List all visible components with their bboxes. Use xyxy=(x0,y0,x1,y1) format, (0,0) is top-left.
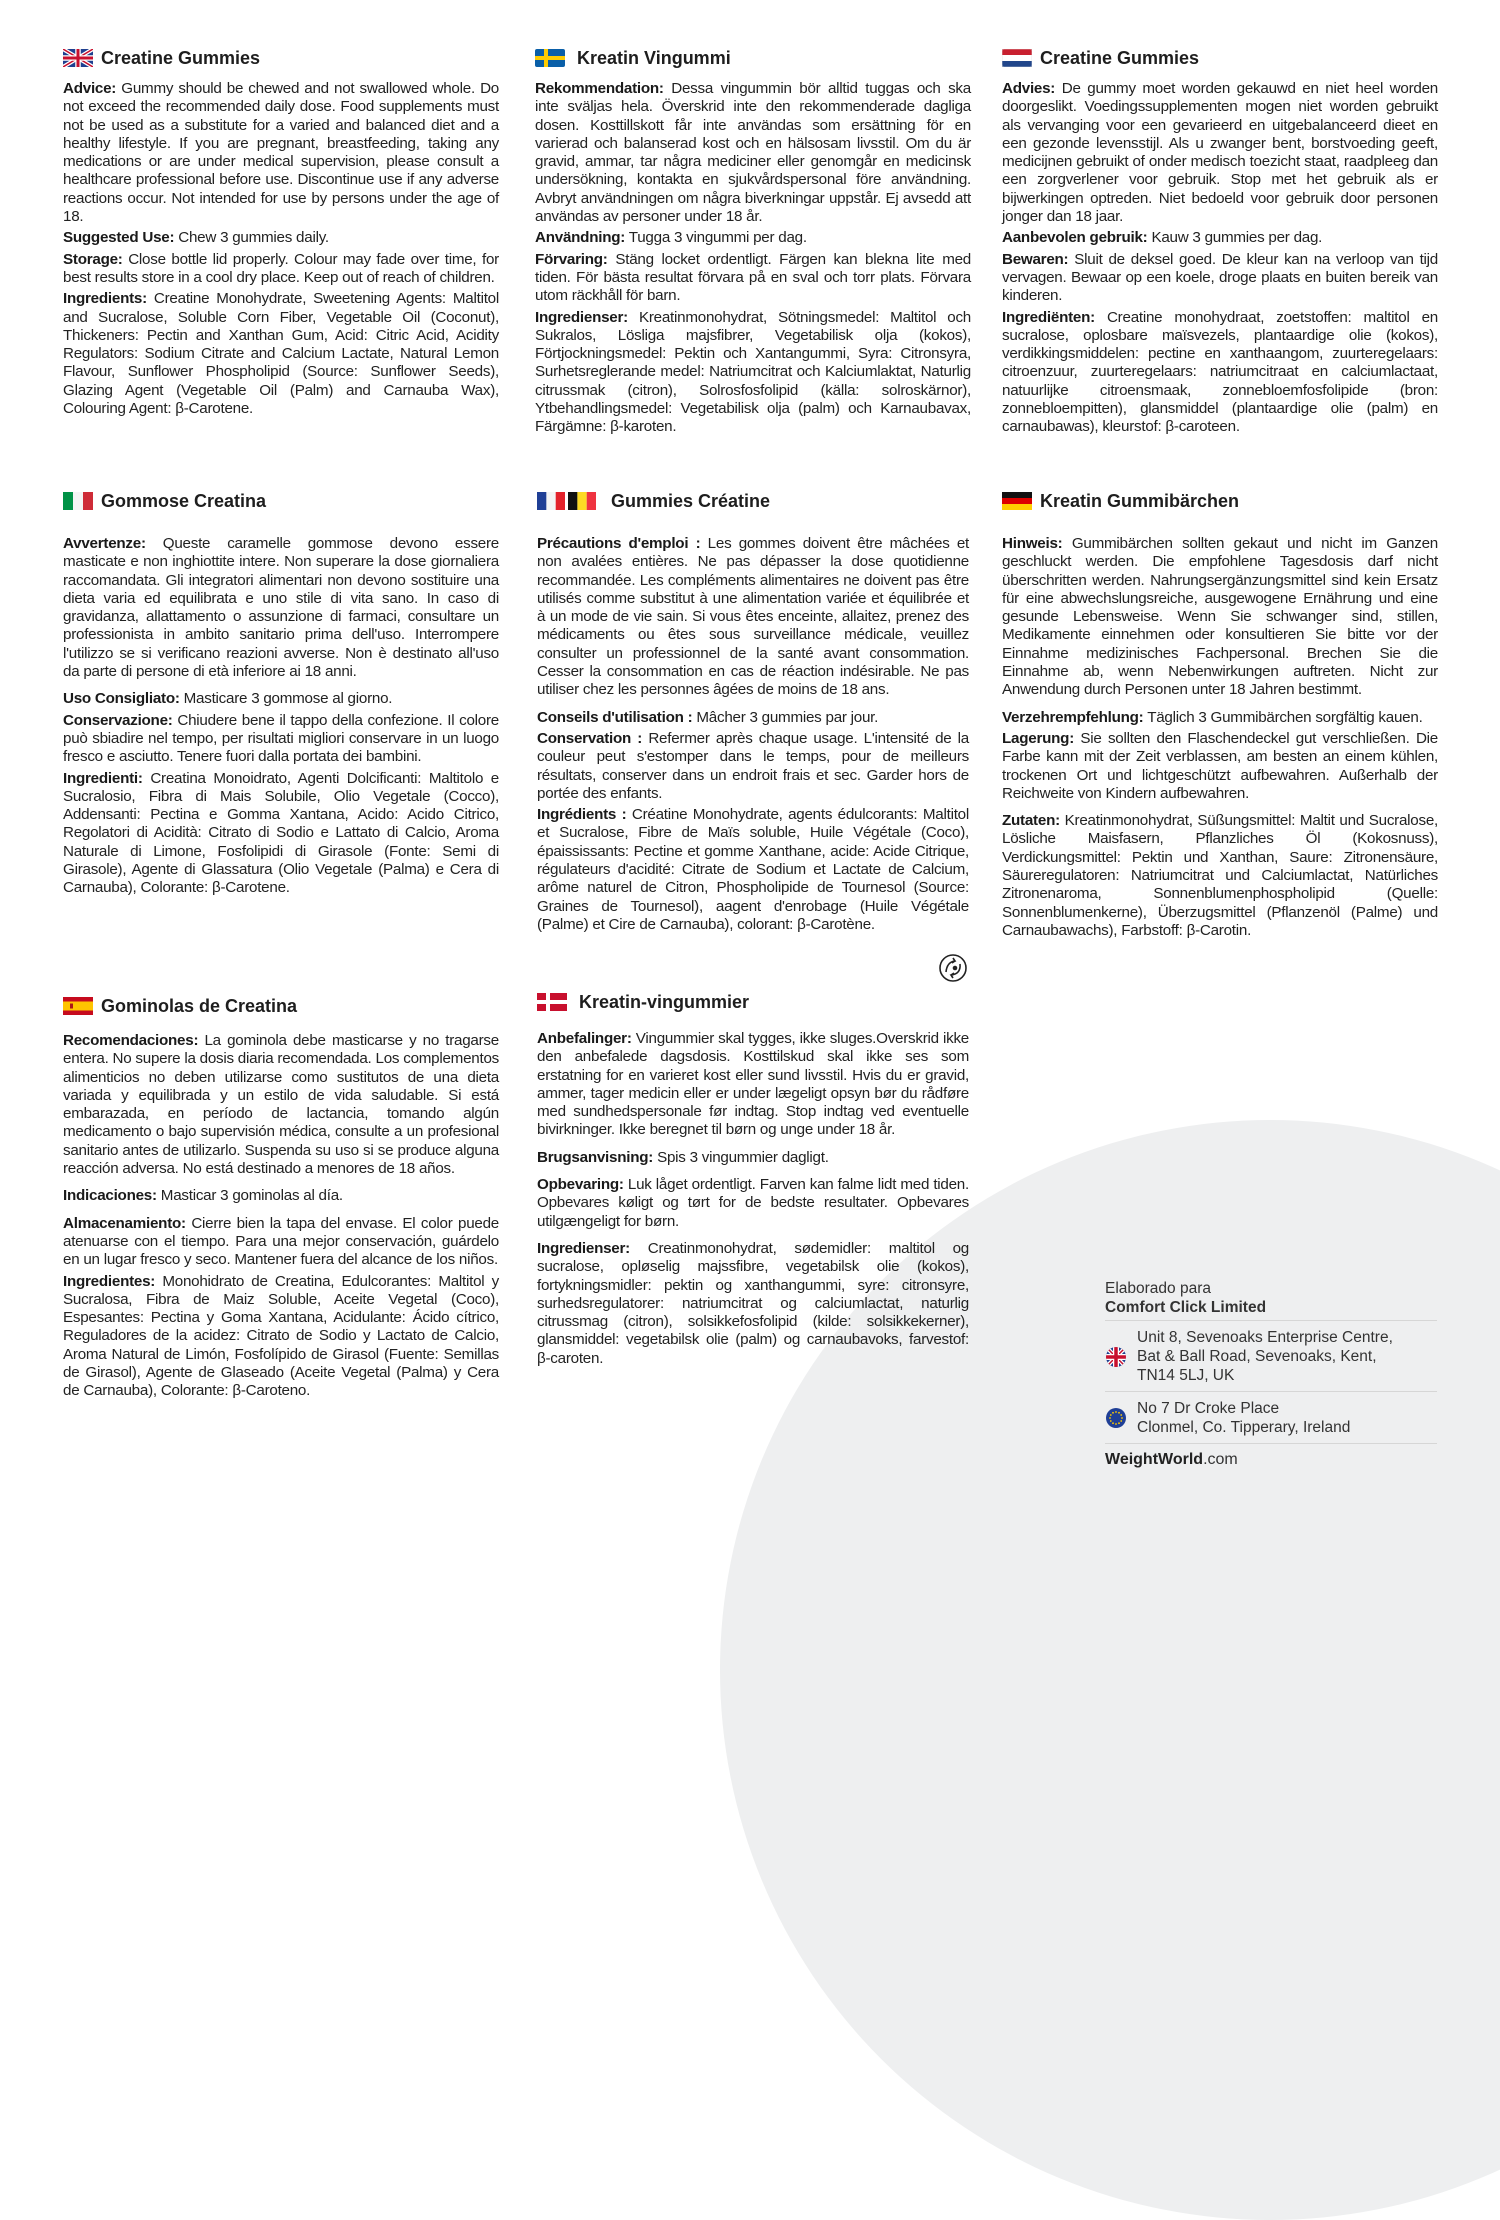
ireland-address xyxy=(1105,1391,1437,1443)
denmark-flag-icon xyxy=(537,993,567,1011)
storage-text: Conservation : Refermer après chaque usage. L'intensité de la couleur peut s'estomper dans le temps, pour de meilleurs résultats, conserver dans un endroit frais et sec. Garder hors de portée des enfants. xyxy=(537,729,970,802)
section-title: Gummies Créatine xyxy=(611,491,771,511)
advice-text: Advies: De gummy moet worden gekauwd en niet heel worden doorgeslikt. Voedingssupplementen mogen niet worden gebruikt als vervanging voor een gevarieerd en uitgebalanceerd dieet en een gezonde levensstijl. Als u zwanger bent, borstvoeding geeft, medicijnen gebruikt of onder medisch toezicht staat, raadpleeg dan een zorgverlener voor gebruik. Stop met het gebruik als er bijwerkingen optreden. Niet bedoeld voor gebruik door personen jonger dan 18 jaar. xyxy=(1002,80,1438,226)
address-line: Bat & Ball Road, Sevenoaks, Kent, xyxy=(1137,1348,1377,1365)
ingredients-text: Zutaten: Kreatinmonohydrat, Süßungsmittel: Maltit und Sucralose, Lösliche Maisfasern, Pflanzliches Öl (Kokosnuss), Verdickungsmittel: Pektin und Xanthan, Saure: Zitronensäure, Säureregulatoren: Natriumcitrat und Calciumlactat, Natürliches Zitronenaroma, Sonnenblumenphospholipid (Quelle: Sonnenblumenkerne), Überzugsmittel (Pflanzenöl (Palme) und Carnaubawachs), Farbstoff: β-Carotin. xyxy=(1002,812,1438,939)
uk-flag-round-icon xyxy=(1105,1328,1137,1385)
company-name: Comfort Click Limited xyxy=(1105,1299,1267,1316)
advice-text: Précautions d'emploi : Les gommes doivent être mâchées et non avalées entières. Ne pas dépasser la dose quotidienne recommandée. Les compléments alimentaires ne doivent pas être utilisés comme substitut à une alimentation variée et équilibrée et à un mode de vie sain. Si vous êtes enceinte, allaitez, prenez des médicaments ou êtes sous surveillance médicale, veuillez consulter un professionnel de la santé avant consommation. Cesser la consommation en cas de réaction indésirable. Ne pas utiliser chez les personnes âgées de moins de 18 ans. xyxy=(537,535,969,699)
sweden-flag-icon xyxy=(535,49,565,67)
suggested-use-text: Användning: Tugga 3 vingummi per dag. xyxy=(535,229,807,247)
storage-text: Lagerung: Sie sollten den Flaschendeckel gut verschließen. Die Farbe kann mit der Zeit verblassen, am besten an einem kühlen, trockenen Ort und lichtgeschützt aufbewahren. Außerhalb der Reichweite von Kindern aufbewahren. xyxy=(1002,729,1438,802)
section-title: Kreatin Vingummi xyxy=(577,48,731,68)
section-title: Creatine Gummies xyxy=(101,48,261,68)
storage-text: Förvaring: Stäng locket ordentligt. Färgen kan blekna lite med tiden. För bästa resultat förvara på en sval och torr plats. Förvara utom räckhåll för barn. xyxy=(535,250,971,305)
section-title: Kreatin Gummibärchen xyxy=(1040,491,1240,511)
storage-text: Almacenamiento: Cierre bien la tapa del envase. El color puede atenuarse con el tiempo. Para una mejor conservación, guárdelo en un lugar fresco y seco. Mantener fuera del alcance de los niños. xyxy=(63,1214,499,1269)
section-title: Gommose Creatina xyxy=(101,491,267,511)
suggested-use-text: Uso Consigliato: Masticare 3 gommose al giorno. xyxy=(63,690,393,708)
address-line: Clonmel, Co. Tipperary, Ireland xyxy=(1137,1419,1351,1436)
ingredients-text: Ingredientes: Monohidrato de Creatina, Edulcorantes: Maltitol y Sucralosa, Fibra de Maiz Soluble, Aceite Vegetal (Coco), Espesantes: Pectina y Goma Xantana, Acidulante: Ácido cítrico, Reguladores de la acidez: Citrato de Sodio y Lactato de Calcio, Aroma Natural de Limón, Fosfolípido de Girasol (Fuente: Semillas de Girasol), Agente de Glaseado (Aceite Vegetal (Palma) y Cera de Carnauba), Colorante: β-Caroteno. xyxy=(63,1272,499,1400)
section-dutch xyxy=(1002,46,1438,440)
uk-flag-icon xyxy=(63,49,93,67)
section-swedish xyxy=(535,46,971,440)
storage-text: Conservazione: Chiudere bene il tappo della confezione. Il colore può sbiadire nel tempo, per risultati migliori conservare in un luogo fresco e asciutto. Tenere fuori dalla portata dei bambini. xyxy=(63,711,499,766)
ingredients-text: Ingrédients : Créatine Monohydrate, agents édulcorants: Maltitol et Sucralose, Fibre de Maïs soluble, Huile Végétale (Coco), épaississants: Pectine et gomme Xanthane, acide: Acide Citrique, régulateurs d'acidité: Citrate de Sodium et Lactate de Calcium, arôme naturel de Citron, Phospholipide de Tournesol (Source: Graines de Tournesol), aagent d'enrobage (Huile Végétale (Palme) et Cire de Carnauba), colorant: β-Carotène. xyxy=(537,806,969,933)
section-title: Creatine Gummies xyxy=(1040,48,1200,68)
uk-address xyxy=(1105,1320,1437,1391)
storage-text: Storage: Close bottle lid properly. Colour may fade over time, for best results store in a cool dry place. Keep out of reach of children. xyxy=(63,250,499,286)
eu-flag-icon xyxy=(1105,1399,1137,1437)
section-italian xyxy=(63,489,499,901)
brand-website: WeightWorld.com xyxy=(1105,1443,1437,1469)
suggested-use-text: Brugsanvisning: Spis 3 vingummier dagligt. xyxy=(537,1148,829,1166)
advice-text: Recomendaciones: La gominola debe masticarse y no tragarse entera. No supere la dosis diaria recomendada. Los complementos alimenticios no deben utilizarse como sustitutos de una dieta variada y equilibrada y un estilo de vida saludable. Si está embarazada, en período de lactancia, tomando algún medicamento o bajo supervisión médica, consulte a un profesional sanitario antes de utilizarlo. Suspenda su uso si se produce alguna reacción adversa. No está destinado a menores de 18 años. xyxy=(63,1032,499,1178)
section-english xyxy=(63,46,499,421)
section-german xyxy=(1002,489,1438,943)
address-line: Unit 8, Sevenoaks Enterprise Centre, xyxy=(1137,1329,1393,1346)
ingredients-text: Ingredienser: Kreatinmonohydrat, Sötningsmedel: Maltitol och Sukralos, Lösliga majsfibrer, Vegetabilisk olja (kokos), Förtjockningsmedel: Pektin och Xantangummi, Syra: Citronsyra, Surhetsreglerande medel: Natriumcitrat och Kalciumlaktat, Naturlig citrussmak (citron), Solrosfosfolipid (källa: solroskärnor), Ytbehandlingsmedel: Vegetabilisk olja (palm) och Karnaubavax, Färgämne: β-karoten. xyxy=(535,308,971,436)
italy-flag-icon xyxy=(63,492,93,510)
suggested-use-text: Suggested Use: Chew 3 gummies daily. xyxy=(63,229,329,247)
spain-flag-icon xyxy=(63,997,93,1015)
advice-text: Hinweis: Gummibärchen sollten gekaut und nicht im Ganzen geschluckt werden. Die empfohlene Tagesdosis darf nicht überschritten werden. Nahrungsergänzungsmittel sind kein Ersatz für eine abwechslungsreiche, ausgewogene Ernährung und eine gesunde Lebensweise. Wenn Sie schwanger sind, stillen, Medikamente einnehmen oder konsultieren Sie bitte vor der Einnahme medizinisches Fachpersonal. Brechen Sie die Einnahme ab, wenn Nebenwirkungen auftreten. Nicht zur Anwendung durch Personen unter 18 Jahren bestimmt. xyxy=(1002,535,1438,699)
recycling-icon xyxy=(938,953,968,988)
suggested-use-text: Aanbevolen gebruik: Kauw 3 gummies per dag. xyxy=(1002,229,1323,247)
suggested-use-text: Conseils d'utilisation : Mâcher 3 gummies par jour. xyxy=(537,708,879,726)
manufacturer-info xyxy=(1105,1279,1437,1469)
storage-text: Opbevaring: Luk låget ordentligt. Farven kan falme lidt med tiden. Opbevares køligt og tørt for de bedste resultater. Opbevares utilgængeligt for børn. xyxy=(537,1176,969,1230)
germany-flag-icon xyxy=(1002,492,1032,510)
belgium-flag-icon xyxy=(568,492,596,510)
ingredients-text: Ingredienti: Creatina Monoidrato, Agenti Dolcificanti: Maltitolo e Sucralosio, Fibra di Mais Solubile, Olio Vegetale (Cocco), Addensanti: Pectina e Gomma Xantana, Acido: Acido Citrico, Regolatori di Acidità: Citrato di Sodio e Lattato di Calcio, Aroma Naturale di Limone, Fosfolipidi di Girasole (Fonte: Semi di Girasole), Agente di Glassatura (Olio Vegetale (Palma) e Cera di Carnauba), Colorante: β-Carotene. xyxy=(63,769,499,897)
address-line: No 7 Dr Croke Place xyxy=(1137,1400,1280,1417)
address-line: TN14 5LJ, UK xyxy=(1137,1367,1235,1384)
section-spanish xyxy=(63,994,499,1404)
made-for-label: Elaborado para xyxy=(1105,1280,1211,1297)
section-french xyxy=(537,489,969,937)
netherlands-flag-icon xyxy=(1002,49,1032,67)
advice-text: Rekommendation: Dessa vingummin bör alltid tuggas och ska inte sväljas hela. Överskrid inte den rekommenderade dagliga dosen. Kosttillskott får inte användas som ersättning för en varierad och balanserad kost och en hälsosam livsstil. Om du är gravid, ammar, tar några mediciner eller genomgår en medicinsk undersökning, kontakta en sjukvårdspersonal före användning. Avbryt användningen om några biverkningar uppstår. Ej avsedd att användas av personer under 18 år. xyxy=(535,80,971,226)
ingredients-text: Ingredienser: Creatinmonohydrat, sødemidler: maltitol og sucralose, opløselig majssfibre, vegetabilsk olie (kokos), fortykningsmidler: pektin og xanthangummi, syre: citronsyre, surhedsregulatorer: natriumcitrat og calciumlactat, naturlig citrussmag (citron), solsikkefosfolipid (kilde: solsikkekerner), glansmiddel: vegetabilsk olie (palm) og carnaubavoks, farvestof: β-caroten. xyxy=(537,1239,969,1367)
suggested-use-text: Verzehrempfehlung: Täglich 3 Gummibärchen sorgfältig kauen. xyxy=(1002,708,1423,726)
france-flag-icon xyxy=(537,492,565,510)
advice-text: Advice: Gummy should be chewed and not swallowed whole. Do not exceed the recommended daily dose. Food supplements must not be used as a substitute for a varied and balanced diet and a healthy lifestyle. If you are pregnant, breastfeeding, taking any medications or are under medical supervision, please consult a healthcare professional before use. Discontinue use if any adverse reactions occur. Not intended for use by persons under the age of 18. xyxy=(63,80,499,226)
ingredients-text: Ingredients: Creatine Monohydrate, Sweetening Agents: Maltitol and Sucralose, Soluble Corn Fiber, Vegetable Oil (Coconut), Thickeners: Pectin and Xanthan Gum, Acid: Citric Acid, Acidity Regulators: Sodium Citrate and Calcium Lactate, Natural Lemon Flavour, Sunflower Phospholipid (Source: Sunflower Seeds), Glazing Agent (Vegetable Oil (Palm) and Carnauba Wax), Colouring Agent: β-Carotene. xyxy=(63,290,499,418)
suggested-use-text: Indicaciones: Masticar 3 gominolas al día. xyxy=(63,1187,343,1205)
section-title: Kreatin-vingummier xyxy=(579,992,750,1012)
section-danish xyxy=(537,990,969,1371)
advice-text: Anbefalinger: Vingummier skal tygges, ikke sluges.Overskrid ikke den anbefalede dagsdosis. Kosttilskud skal ikke ses som erstatning for en varieret kost eller sund livsstil. Hvis du er gravid, ammer, tager medicin eller er under lægeligt opsyn bør du rådføre med sundhedspersonale før indtag. Stop indtag ved eventuelle bivirkninger. Ikke beregnet til børn og unge under 18 år. xyxy=(537,1030,969,1139)
section-title: Gominolas de Creatina xyxy=(101,996,298,1016)
storage-text: Bewaren: Sluit de deksel goed. De kleur kan na verloop van tijd vervagen. Bewaar op een koele, droge plaats en buiten bereik van kinderen. xyxy=(1002,250,1438,305)
ingredients-text: Ingrediënten: Creatine monohydraat, zoetstoffen: maltitol en sucralose, oplosbare maïsvezels, plantaardige olie (kokos), verdikkingsmiddelen: pectine en xanthaangom, zuurteregelaars: citroenzuur, zuurteregelaars: natriumcitraat en calciumlactaat, natuurlijke citroensmaak, zonnebloemfosfolipide (bron: zonnebloempitten), glansmiddel (plantaardige olie (palm) en carnaubawas), kleurstof: β-caroteen. xyxy=(1002,308,1438,436)
advice-text: Avvertenze: Queste caramelle gommose devono essere masticate e non inghiottite intere. Non superare la dose giornaliera raccomandata. Gli integratori alimentari non devono sostituire una dieta varia ed equilibrata e uno stile di vita sano. In caso di gravidanza, allattamento o assunzione di farmaci, consultare un professionista in ambito sanitario prima dell'uso. Interrompere l'utilizzo se si verificano reazioni avverse. Non è destinato all'uso da parte di persone di età inferiore ai 18 anni. xyxy=(63,535,499,681)
